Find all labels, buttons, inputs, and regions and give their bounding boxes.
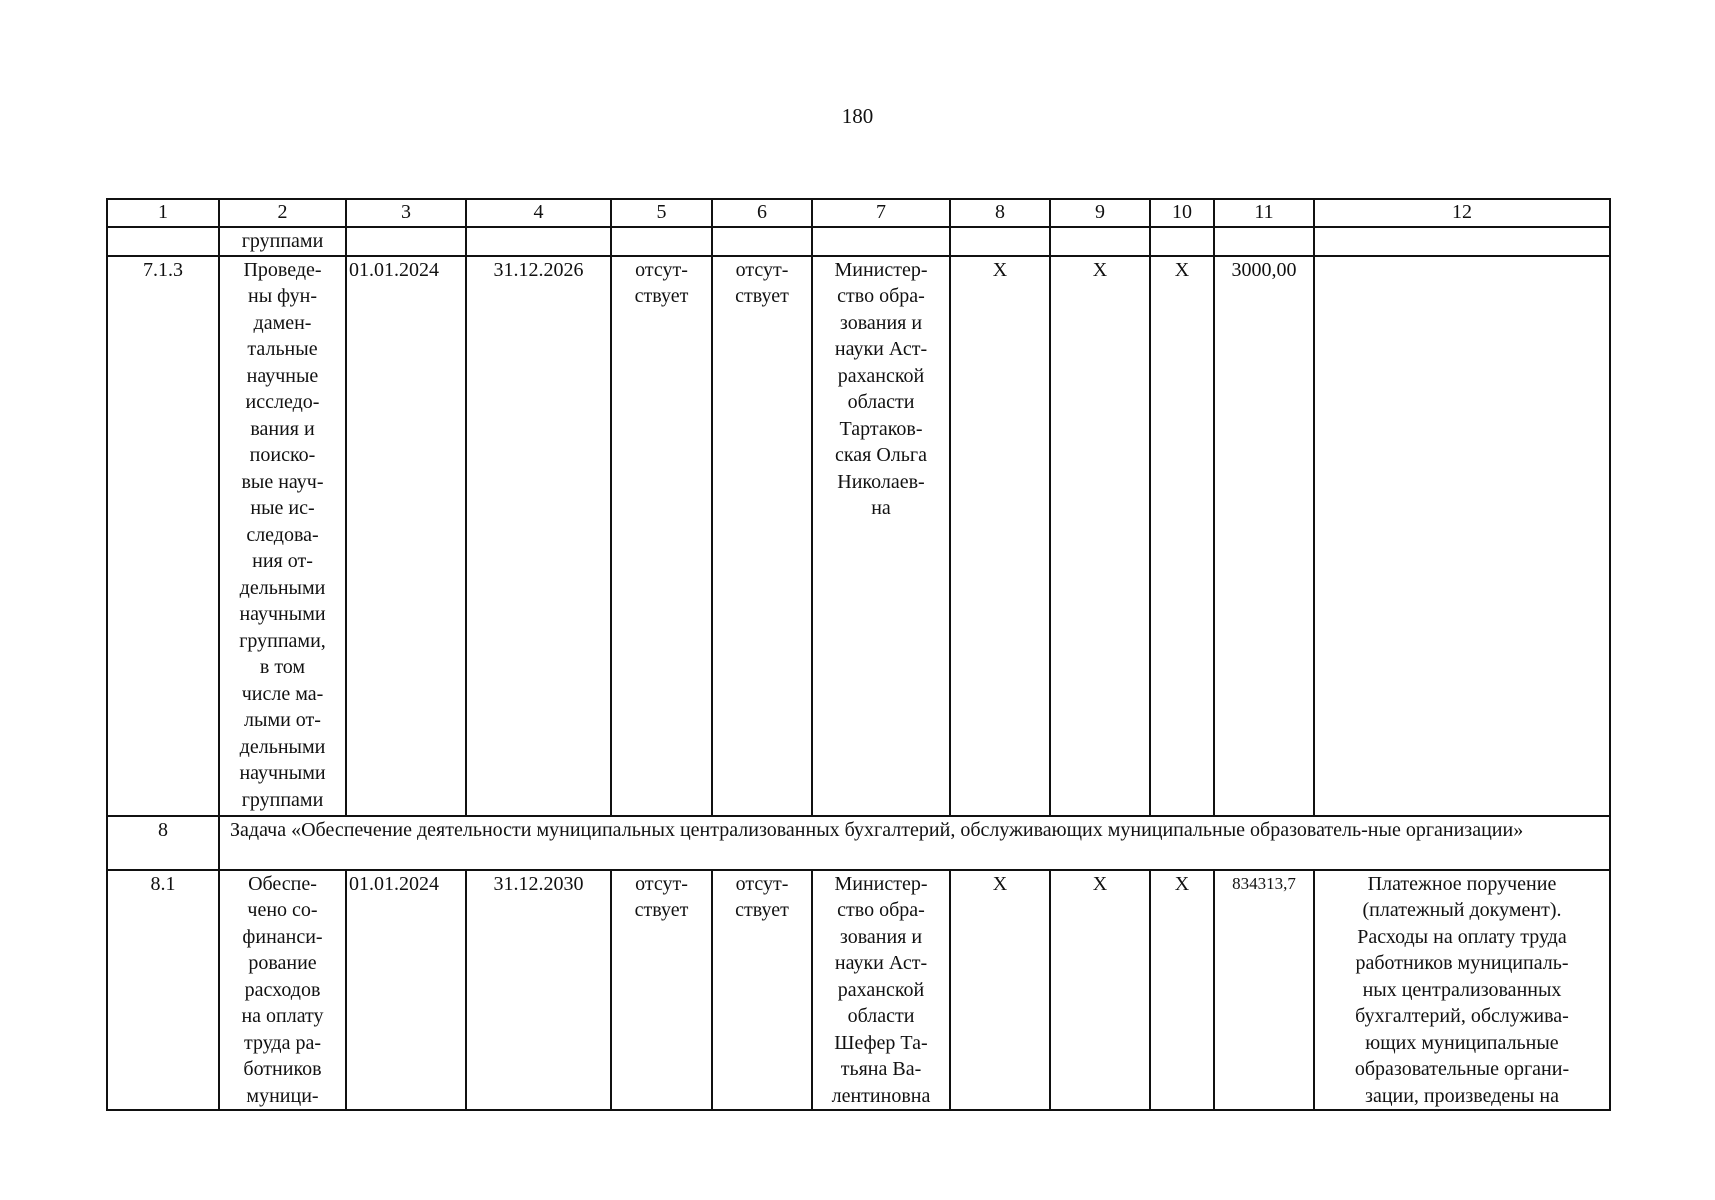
cell-line: дельными bbox=[239, 576, 326, 599]
end-date bbox=[466, 256, 611, 816]
cell-line: научными bbox=[239, 603, 326, 625]
cell-line: Николаев- bbox=[837, 470, 925, 493]
end-date bbox=[466, 870, 611, 1111]
responsible-cell bbox=[812, 870, 950, 1111]
cell-line: X bbox=[1174, 258, 1190, 281]
result-cell bbox=[219, 870, 346, 1111]
table-cell bbox=[1150, 256, 1214, 816]
start-date bbox=[346, 870, 466, 1111]
cell-line: 01.01.2024 bbox=[349, 258, 439, 281]
column-header: 5 bbox=[611, 199, 712, 227]
table-row bbox=[107, 870, 1610, 1111]
table-cell bbox=[466, 227, 611, 256]
table-cell bbox=[611, 870, 712, 1111]
cell-line: области bbox=[847, 391, 915, 413]
cell-line: труда ра- bbox=[243, 1031, 322, 1054]
cell-line: 7.1.3 bbox=[143, 258, 183, 281]
amount-cell bbox=[1214, 256, 1314, 816]
table-cell bbox=[1150, 870, 1214, 1111]
cell-line: ство обра- bbox=[837, 899, 925, 921]
document-cell bbox=[1314, 870, 1610, 1111]
cell-line: X bbox=[992, 258, 1008, 281]
cell-line: Платежное поручение bbox=[1367, 872, 1557, 895]
column-header: 9 bbox=[1050, 199, 1150, 227]
cell-line: Шефер Та- bbox=[834, 1031, 928, 1054]
cell-line: зации, произведены на bbox=[1365, 1084, 1559, 1107]
cell-line: отсут- bbox=[635, 258, 688, 281]
cell-line: 8.1 bbox=[150, 872, 176, 895]
task-text: Задача «Обеспечение деятельности муниципальных централизованных бухгалтерий, обслуживающих муниципальные образователь-ные организации» bbox=[230, 818, 1524, 841]
cell-line: науки Аст- bbox=[834, 338, 928, 360]
cell-line: раханской bbox=[837, 978, 925, 1001]
cell-line: Проведе- bbox=[243, 258, 322, 281]
cell-line: лентиновна bbox=[831, 1084, 931, 1107]
cell-line: зования и bbox=[839, 925, 923, 948]
cell-line: рование bbox=[248, 952, 317, 974]
table-cell bbox=[346, 227, 466, 256]
cell-line: поиско- bbox=[249, 444, 316, 466]
cell-line: ющих муниципальные bbox=[1365, 1031, 1559, 1054]
row-number bbox=[107, 256, 219, 816]
cell-line: ство обра- bbox=[837, 285, 925, 307]
cell-line: X bbox=[1092, 258, 1108, 281]
cell-line: зования и bbox=[839, 311, 923, 334]
column-header: 6 bbox=[712, 199, 812, 227]
cell-line: ные ис- bbox=[250, 497, 315, 519]
column-header: 7 bbox=[812, 199, 950, 227]
cell-line: ствует bbox=[735, 285, 789, 307]
table-row bbox=[107, 256, 1610, 816]
task-title bbox=[219, 816, 1610, 870]
cell-line: отсут- bbox=[635, 872, 688, 895]
table-cell bbox=[712, 227, 812, 256]
cell-line: чено со- bbox=[247, 899, 318, 921]
cell-line: дельными bbox=[239, 735, 326, 758]
cell-line: отсут- bbox=[735, 258, 789, 281]
table-cell bbox=[1214, 227, 1314, 256]
table-cell bbox=[107, 227, 219, 256]
cell-line: 31.12.2030 bbox=[493, 872, 584, 895]
cell-line: ных централизованных bbox=[1362, 978, 1562, 1001]
page-number: 180 bbox=[841, 104, 874, 128]
cell-line: 834313,7 bbox=[1232, 873, 1296, 893]
cell-line: Министер- bbox=[834, 258, 928, 281]
cell-line: группами bbox=[241, 788, 324, 811]
cell-line: Обеспе- bbox=[248, 872, 317, 895]
cell-line: научные bbox=[246, 364, 319, 387]
column-header: 1 bbox=[107, 199, 219, 227]
table-cell bbox=[611, 256, 712, 816]
cell-line: Расходы на оплату труда bbox=[1357, 925, 1567, 948]
cell-line: расходов bbox=[244, 978, 321, 1001]
cell-line: научными bbox=[239, 762, 326, 784]
cell-line: 8 bbox=[158, 818, 168, 841]
cell-line: на bbox=[871, 497, 891, 519]
responsible-cell bbox=[812, 256, 950, 816]
cell-line: тьяна Ва- bbox=[840, 1058, 922, 1080]
cell-line: ствует bbox=[735, 899, 789, 921]
task-row bbox=[107, 816, 1610, 870]
cell-line: (платежный документ). bbox=[1362, 899, 1562, 921]
cell-line: лыми от- bbox=[244, 709, 321, 731]
column-header: 2 bbox=[219, 199, 346, 227]
table-cell bbox=[950, 227, 1050, 256]
cell-line: области bbox=[847, 1005, 915, 1027]
cell-line: финанси- bbox=[242, 925, 323, 948]
cell-line: X bbox=[1174, 872, 1190, 895]
cell-line: ны фун- bbox=[248, 285, 317, 307]
cell-line: ская Ольга bbox=[835, 444, 927, 466]
cell-line: в том bbox=[259, 656, 306, 678]
cell-line: вые науч- bbox=[241, 470, 324, 493]
amount-cell bbox=[1214, 870, 1314, 1111]
continuation-row bbox=[107, 227, 1610, 256]
table-cell bbox=[712, 870, 812, 1111]
cell-line: числе ма- bbox=[241, 682, 324, 705]
plan-table bbox=[106, 198, 1611, 1111]
cell-line: X bbox=[992, 872, 1008, 895]
column-header: 12 bbox=[1314, 199, 1610, 227]
cell-line: вания и bbox=[250, 417, 315, 440]
column-header: 3 bbox=[346, 199, 466, 227]
table-cell bbox=[1050, 227, 1150, 256]
cell-line: следова- bbox=[246, 523, 319, 546]
table-cell bbox=[1050, 256, 1150, 816]
cell-line: Министер- bbox=[834, 872, 928, 895]
table-cell bbox=[950, 256, 1050, 816]
cell-line: 3000,00 bbox=[1231, 258, 1297, 281]
cell-line: ствует bbox=[634, 899, 689, 921]
cell-line: X bbox=[1092, 872, 1108, 895]
cell-line: на оплату bbox=[241, 1005, 324, 1027]
cell-line: отсут- bbox=[735, 872, 789, 895]
cell-line: ния от- bbox=[252, 550, 313, 572]
column-header: 11 bbox=[1214, 199, 1314, 227]
row-number bbox=[107, 870, 219, 1111]
cell-line: ствует bbox=[634, 285, 689, 307]
table-cell bbox=[219, 227, 346, 256]
cell-line: муници- bbox=[246, 1084, 319, 1107]
table-cell bbox=[611, 227, 712, 256]
column-header: 10 bbox=[1150, 199, 1214, 227]
cell-line: группами, bbox=[239, 629, 326, 652]
cell-line: 31.12.2026 bbox=[493, 258, 584, 281]
result-cell bbox=[219, 256, 346, 816]
row-number bbox=[107, 816, 219, 870]
cell-line: дамен- bbox=[253, 311, 312, 334]
cell-line: бухгалтерий, обслужива- bbox=[1355, 1005, 1569, 1027]
column-numbers-row bbox=[107, 199, 1610, 227]
table-cell bbox=[950, 870, 1050, 1111]
cell-line: Тартаков- bbox=[839, 417, 923, 440]
column-header: 4 bbox=[466, 199, 611, 227]
cell-line: ботников bbox=[243, 1058, 322, 1080]
table-cell bbox=[1314, 256, 1610, 816]
start-date bbox=[346, 256, 466, 816]
cell-line: исследо- bbox=[245, 391, 320, 413]
cell-line: 01.01.2024 bbox=[349, 872, 439, 895]
column-header: 8 bbox=[950, 199, 1050, 227]
table-cell bbox=[712, 256, 812, 816]
table-cell bbox=[1150, 227, 1214, 256]
cell-line: тальные bbox=[247, 338, 318, 360]
cell-line: образовательные органи- bbox=[1354, 1058, 1570, 1080]
table-cell bbox=[1050, 870, 1150, 1111]
cell-line: работников муниципаль- bbox=[1355, 952, 1569, 974]
cell-line: науки Аст- bbox=[834, 952, 928, 974]
cell-line: группами bbox=[241, 230, 324, 252]
cell-line: раханской bbox=[837, 364, 925, 387]
table-cell bbox=[1314, 227, 1610, 256]
table-cell bbox=[812, 227, 950, 256]
